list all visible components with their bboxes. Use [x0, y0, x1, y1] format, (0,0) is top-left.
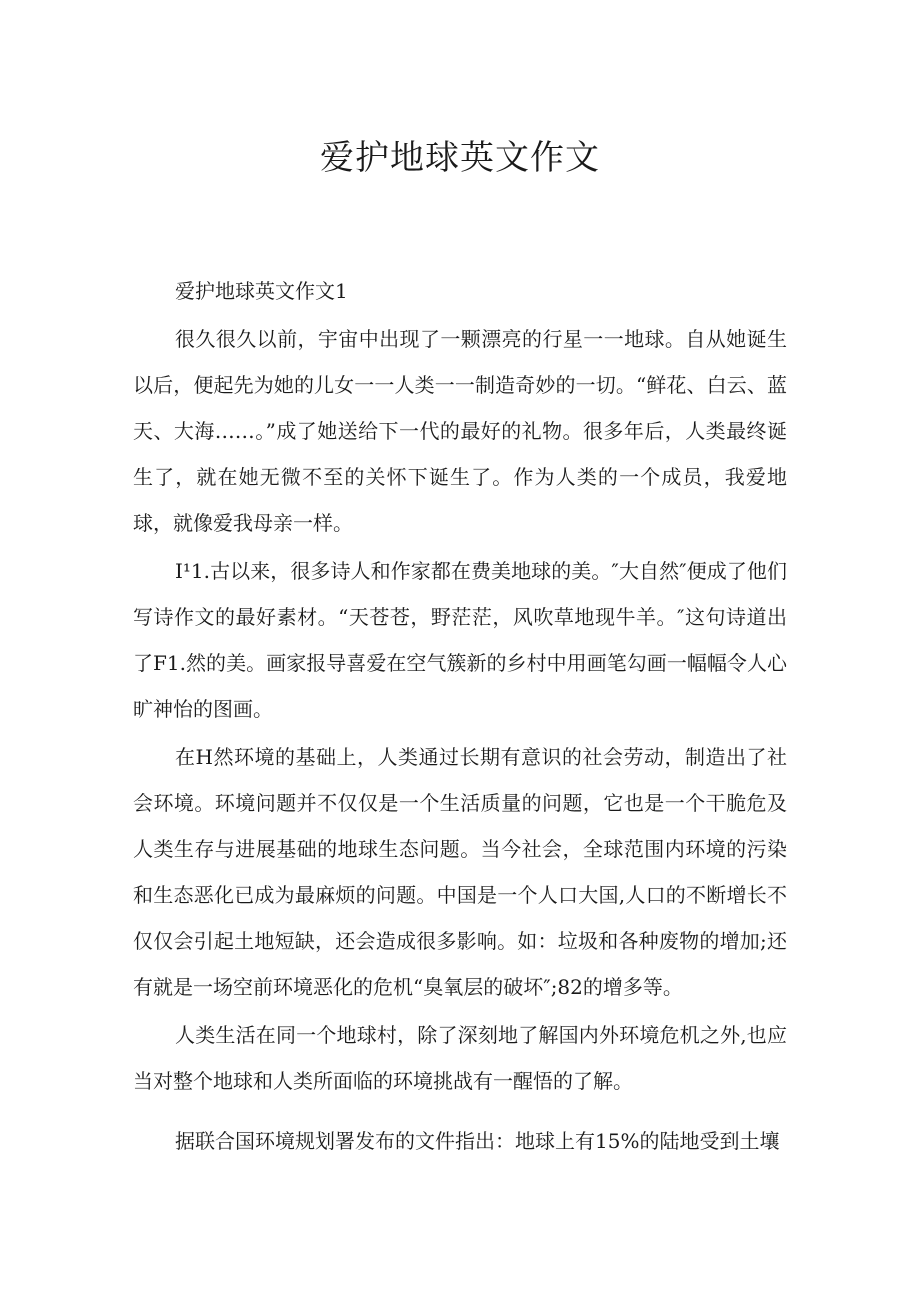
paragraph: I¹1.古以来，很多诗人和作家都在费美地球的美。″大自然″便成了他们写诗作文的最好素材。“天苍苍，野茫茫，风吹草地现牛羊。″这句诗道出了F1.然的美。画家报导喜爱在空气簇新的乡村中用画笔勾画一幅幅令人心旷神怡的图画。 — [133, 559, 787, 721]
paragraph: 在H然环境的基础上，人类通过长期有意识的社会劳动，制造出了社会环境。环境问题并不仅仅是一个生活质量的问题，它也是一个干脆危及人类生存与进展基础的地球生态问题。当今社会，全球范围内环境的污染和生态恶化已成为最麻烦的问题。中国是一个人口大国,人口的不断增长不仅仅会引起土地短缺，还会造成很多影响。如：垃圾和各种废物的增加;还有就是一场空前环境恶化的危机“臭氧层的破坏″;82的增多等。 — [133, 745, 787, 999]
section-heading: 爱护地球英文作文1 — [175, 279, 348, 303]
document-title: 爱护地球英文作文 — [320, 138, 600, 178]
paragraph: 很久很久以前，宇宙中出现了一颗漂亮的行星一一地球。自从她诞生以后，便起先为她的儿女一一人类一一制造奇妙的一切。“鲜花、白云、蓝天、大海……。”成了她送给下一代的最好的礼物。很多年后，人类最终诞生了，就在她无微不至的关怀下诞生了。作为人类的一个成员，我爱地球，就像爱我母亲一样。 — [133, 327, 787, 535]
paragraph: 据联合国环境规划署发布的文件指出：地球上有15%的陆地受到土壤 — [175, 1129, 780, 1153]
document-body — [133, 268, 787, 1164]
paragraph: 人类生活在同一个地球村，除了深刻地了解国内外环境危机之外,也应当对整个地球和人类所面临的环境挑战有一醒悟的了解。 — [133, 1023, 787, 1093]
